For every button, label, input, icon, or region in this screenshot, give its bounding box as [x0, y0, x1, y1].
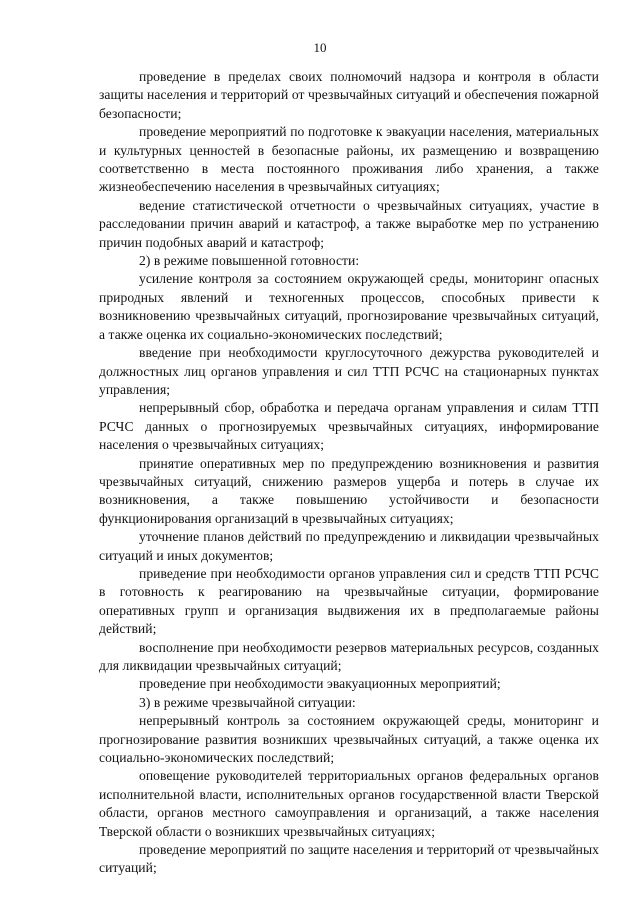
paragraph: непрерывный контроль за состоянием окружающей среды, мониторинг и прогнозирование развития возникших чрезвычайных ситуаций, а также оценка их социально-экономических последствий;	[99, 713, 599, 766]
paragraph: проведение при необходимости эвакуационных мероприятий;	[139, 676, 501, 692]
paragraph: введение при необходимости круглосуточного дежурства руководителей и должностных лиц органов управления и сил ТТП РСЧС на стационарных пунктах управления;	[99, 345, 599, 397]
page-number: 10	[313, 40, 327, 55]
paragraph: восполнение при необходимости резервов материальных ресурсов, созданных для ликвидации чрезвычайных ситуаций;	[99, 639, 599, 673]
paragraph: усиление контроля за состоянием окружающей среды, мониторинг опасных природных явлений и техногенных процессов, способных привести к возникновению чрезвычайных ситуаций, прогнозирование чрезвычайных ситуаций, а также оценка их социально-экономических последствий;	[99, 271, 599, 342]
paragraph: уточнение планов действий по предупреждению и ликвидации чрезвычайных ситуаций и иных документов;	[99, 529, 599, 563]
paragraph: проведение мероприятий по защите населения и территорий от чрезвычайных ситуаций;	[99, 842, 599, 876]
section-heading: 3) в режиме чрезвычайной ситуации:	[139, 694, 356, 710]
paragraph: приведение при необходимости органов управления сил и средств ТТП РСЧС в готовность к реагированию на чрезвычайные ситуации, формирование оперативных групп и организация выдвижения их в предполагаемые районы действий;	[99, 565, 599, 637]
paragraph: принятие оперативных мер по предупреждению возникновения и развития чрезвычайных ситуаций, снижению размеров ущерба и потерь в случае их возникновения, а также повышению устойчивости и безопасности функционирования организаций в чрезвычайных ситуациях;	[99, 455, 599, 526]
paragraph: оповещение руководителей территориальных органов федеральных органов исполнительной власти, исполнительных органов государственной власти Тверской области, органов местного самоуправления и организаций, а также населения Тверской области о возникших чрезвычайных ситуациях;	[99, 768, 599, 839]
document-body	[99, 68, 599, 878]
paragraph: ведение статистической отчетности о чрезвычайных ситуациях, участие в расследовании причин аварий и катастроф, а также выработке мер по устранению причин подобных аварий и катастроф;	[99, 197, 599, 250]
paragraph: непрерывный сбор, обработка и передача органам управления и силам ТТП РСЧС данных о прогнозируемых чрезвычайных ситуациях, информирование населения о чрезвычайных ситуациях;	[99, 400, 599, 453]
paragraph: проведение в пределах своих полномочий надзора и контроля в области защиты населения и территорий от чрезвычайных ситуаций и обеспечения пожарной безопасности;	[99, 69, 599, 121]
paragraph: проведение мероприятий по подготовке к эвакуации населения, материальных и культурных ценностей в безопасные районы, их размещению и возвращению соответственно в места постоянного проживания либо хранения, а также жизнеобеспечению населения в чрезвычайных ситуациях;	[99, 124, 599, 195]
section-heading: 2) в режиме повышенной готовности:	[139, 253, 360, 269]
